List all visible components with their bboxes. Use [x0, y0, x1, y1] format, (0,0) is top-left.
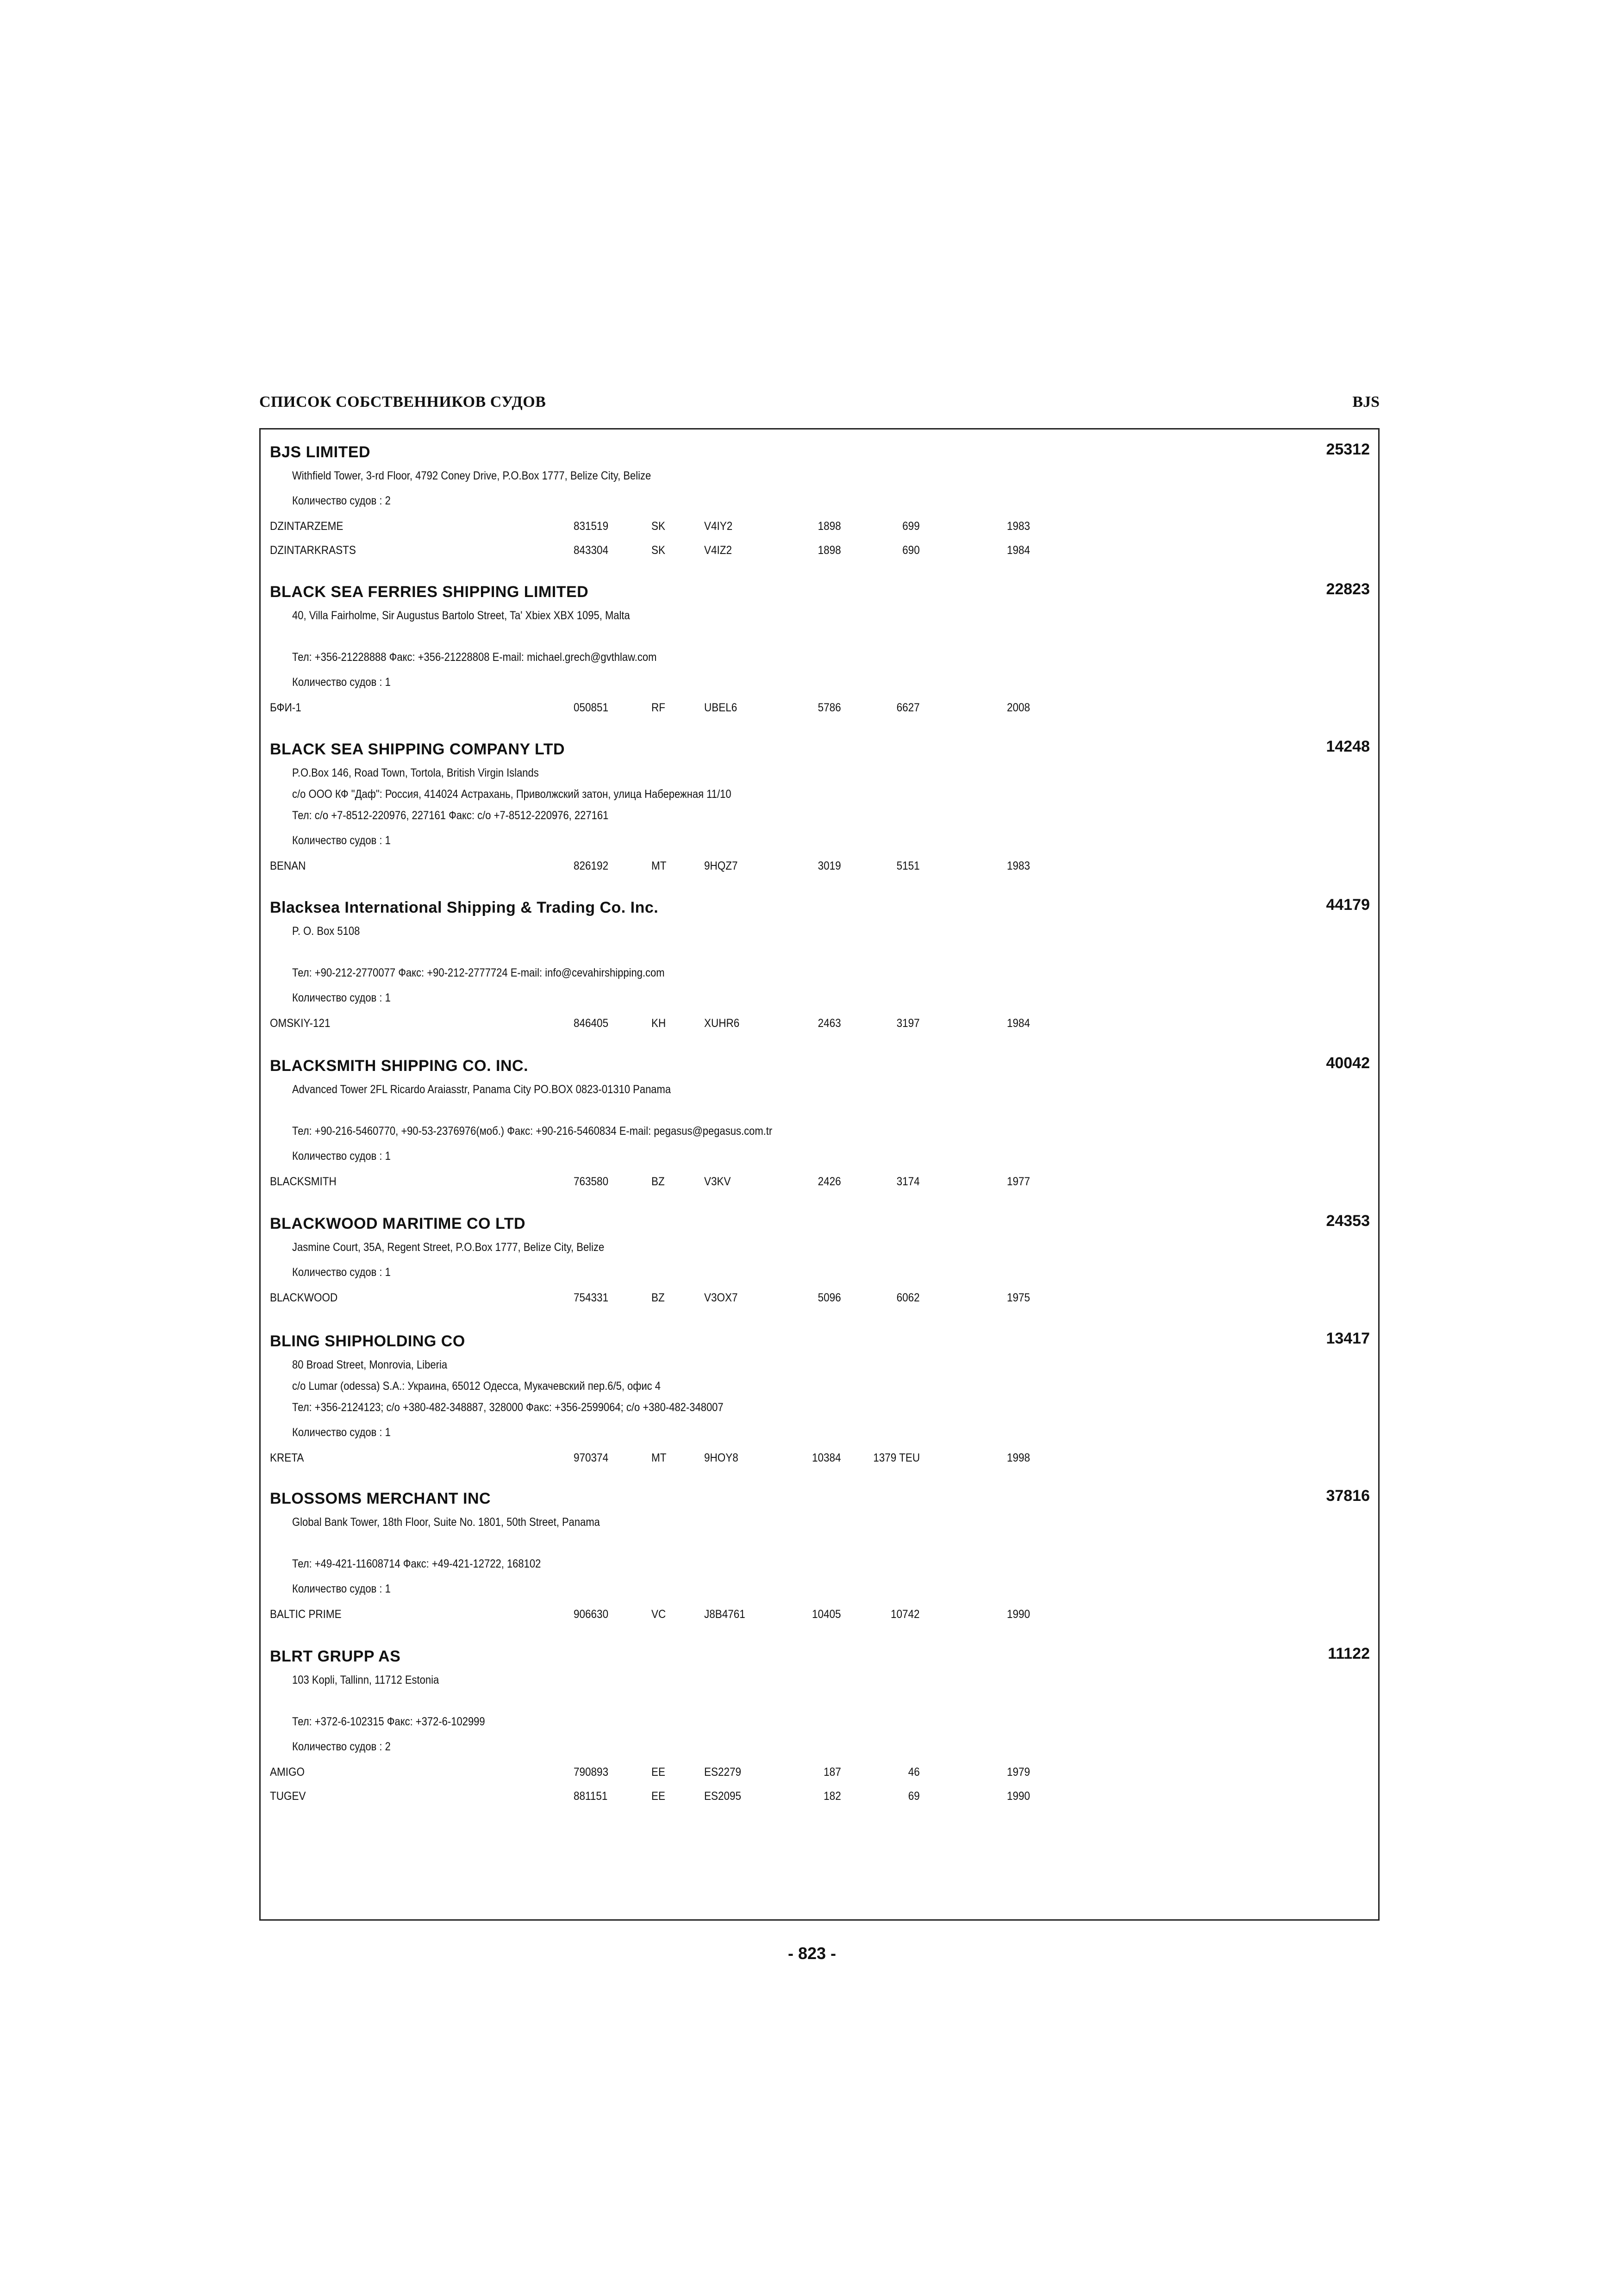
ship-row	[261, 1766, 1378, 1780]
contact-line: 103 Kopli, Tallinn, 11712 Estonia	[292, 1674, 439, 1686]
contact-line: Тел: +372-6-102315 Факс: +372-6-102999	[292, 1715, 485, 1728]
ship-row	[261, 520, 1378, 535]
contact-line: Тел: +49-421-11608714 Факс: +49-421-12722, 168102	[292, 1557, 541, 1570]
company-name: BLACKWOOD MARITIME CO LTD	[270, 1215, 526, 1232]
build-year: 1975	[1007, 1291, 1031, 1304]
vessel-count: Количество судов : 1	[292, 1426, 391, 1439]
deadweight: 3197	[896, 1017, 920, 1030]
contact-line: Тел: +356-21228888 Факс: +356-21228808 E-mail: michael.grech@gvthlaw.com	[292, 651, 657, 664]
ship-number: 843304	[574, 544, 609, 557]
deadweight: 699	[902, 520, 920, 533]
company-name: BJS LIMITED	[270, 443, 371, 461]
company-name: BLOSSOMS MERCHANT INC	[270, 1490, 491, 1507]
gross-tonnage: 5096	[818, 1291, 841, 1304]
ship-name: TUGEV	[270, 1790, 306, 1803]
page-header	[259, 393, 1380, 417]
company-id: 22823	[1326, 580, 1370, 598]
company-id: 37816	[1326, 1487, 1370, 1505]
ship-number: 831519	[574, 520, 609, 533]
company-id: 24353	[1326, 1212, 1370, 1230]
ship-name: DZINTARKRASTS	[270, 544, 356, 557]
gross-tonnage: 1898	[818, 520, 841, 533]
company-id: 14248	[1326, 738, 1370, 755]
build-year: 1990	[1007, 1608, 1031, 1621]
section-code: BJS	[1352, 393, 1380, 411]
contact-line: Withfield Tower, 3-rd Floor, 4792 Coney Drive, P.O.Box 1777, Belize City, Belize	[292, 469, 651, 482]
ship-flag: MT	[651, 859, 667, 872]
contact-line: c/o Lumar (odessa) S.A.: Украина, 65012 Одесса, Мукачевский пер.6/5, офис 4	[292, 1380, 661, 1393]
contact-line: Global Bank Tower, 18th Floor, Suite No. 1801, 50th Street, Panama	[292, 1516, 600, 1529]
build-year: 1983	[1007, 520, 1031, 533]
call-sign: 9HQZ7	[704, 859, 738, 872]
contact-line: 80 Broad Street, Monrovia, Liberia	[292, 1358, 448, 1371]
ship-name: BLACKWOOD	[270, 1291, 338, 1304]
contact-line: P. O. Box 5108	[292, 925, 360, 938]
contact-line: Тел: c/o +7-8512-220976, 227161 Факс: c/o +7-8512-220976, 227161	[292, 809, 609, 822]
call-sign: J8B4761	[704, 1608, 745, 1621]
vessel-count: Количество судов : 1	[292, 991, 391, 1004]
ship-number: 763580	[574, 1175, 609, 1188]
ship-name: БФИ-1	[270, 701, 301, 714]
company-id: 13417	[1326, 1330, 1370, 1347]
ship-flag: RF	[651, 701, 665, 714]
deadweight: 46	[908, 1766, 920, 1779]
gross-tonnage: 2463	[818, 1017, 841, 1030]
ship-number: 790893	[574, 1766, 609, 1779]
ship-row	[261, 1451, 1378, 1466]
company-name: BLACK SEA SHIPPING COMPANY LTD	[270, 740, 565, 758]
ship-flag: KH	[651, 1017, 666, 1030]
ship-name: BLACKSMITH	[270, 1175, 337, 1188]
contact-line: Тел: +356-2124123; c/o +380-482-348887, 328000 Факс: +356-2599064; c/o +380-482-348007	[292, 1401, 724, 1414]
ship-name: AMIGO	[270, 1766, 305, 1779]
deadweight: 69	[908, 1790, 920, 1803]
company-name: BLACKSMITH SHIPPING CO. INC.	[270, 1057, 529, 1075]
ship-row	[261, 859, 1378, 874]
ship-number: 881151	[574, 1790, 608, 1803]
ship-flag: BZ	[651, 1175, 665, 1188]
ship-flag: SK	[651, 520, 666, 533]
ship-name: BENAN	[270, 859, 306, 872]
ship-row	[261, 1291, 1378, 1306]
call-sign: ES2095	[704, 1790, 742, 1803]
call-sign: V3KV	[704, 1175, 731, 1188]
company-name: Blacksea International Shipping & Trading Co. Inc.	[270, 899, 659, 916]
deadweight: 6062	[896, 1291, 920, 1304]
ship-flag: EE	[651, 1766, 666, 1779]
call-sign: V4IY2	[704, 520, 733, 533]
ship-name: DZINTARZEME	[270, 520, 344, 533]
ship-flag: BZ	[651, 1291, 665, 1304]
build-year: 1977	[1007, 1175, 1031, 1188]
build-year: 1983	[1007, 859, 1031, 872]
ship-row	[261, 544, 1378, 559]
call-sign: ES2279	[704, 1766, 742, 1779]
deadweight: 6627	[896, 701, 920, 714]
vessel-count: Количество судов : 2	[292, 1740, 391, 1753]
call-sign: XUHR6	[704, 1017, 740, 1030]
ship-number: 826192	[574, 859, 609, 872]
contact-line: Jasmine Court, 35A, Regent Street, P.O.Box 1777, Belize City, Belize	[292, 1241, 605, 1254]
company-name: BLACK SEA FERRIES SHIPPING LIMITED	[270, 583, 589, 601]
company-name: BLRT GRUPP AS	[270, 1648, 401, 1665]
ship-row	[261, 1608, 1378, 1623]
owners-list-frame	[259, 428, 1380, 1921]
ship-flag: MT	[651, 1451, 667, 1464]
call-sign: UBEL6	[704, 701, 737, 714]
ship-name: KRETA	[270, 1451, 304, 1464]
ship-flag: EE	[651, 1790, 666, 1803]
deadweight: 690	[902, 544, 920, 557]
contact-line: Advanced Tower 2FL Ricardo Araiasstr, Panama City PO.BOX 0823-01310 Panama	[292, 1083, 671, 1096]
ship-row	[261, 1175, 1378, 1190]
gross-tonnage: 182	[824, 1790, 841, 1803]
company-id: 25312	[1326, 441, 1370, 458]
page-title: СПИСОК СОБСТВЕННИКОВ СУДОВ	[259, 393, 546, 411]
ship-number: 050851	[574, 701, 609, 714]
deadweight: 3174	[896, 1175, 920, 1188]
contact-line: P.O.Box 146, Road Town, Tortola, British Virgin Islands	[292, 766, 539, 779]
contact-line: 40, Villa Fairholme, Sir Augustus Bartolo Street, Ta' Xbiex XBX 1095, Malta	[292, 609, 630, 622]
deadweight: 1379 TEU	[873, 1451, 920, 1464]
vessel-count: Количество судов : 1	[292, 1266, 391, 1279]
ship-name: OMSKIY-121	[270, 1017, 331, 1030]
deadweight: 10742	[891, 1608, 920, 1621]
vessel-count: Количество судов : 2	[292, 494, 391, 507]
gross-tonnage: 3019	[818, 859, 841, 872]
ship-row	[261, 1017, 1378, 1032]
ship-row	[261, 1790, 1378, 1804]
vessel-count: Количество судов : 1	[292, 1582, 391, 1595]
vessel-count: Количество судов : 1	[292, 834, 391, 847]
company-name: BLING SHIPHOLDING CO	[270, 1332, 465, 1350]
gross-tonnage: 187	[824, 1766, 841, 1779]
deadweight: 5151	[896, 859, 920, 872]
ship-number: 754331	[574, 1291, 609, 1304]
build-year: 1984	[1007, 1017, 1031, 1030]
call-sign: V3OX7	[704, 1291, 738, 1304]
gross-tonnage: 2426	[818, 1175, 841, 1188]
contact-line: Тел: +90-212-2770077 Факс: +90-212-2777724 E-mail: info@cevahirshipping.com	[292, 966, 665, 979]
build-year: 1984	[1007, 544, 1031, 557]
build-year: 1990	[1007, 1790, 1031, 1803]
build-year: 2008	[1007, 701, 1031, 714]
page-number: - 823 -	[787, 1944, 837, 1963]
company-id: 44179	[1326, 896, 1370, 914]
ship-flag: VC	[651, 1608, 666, 1621]
ship-name: BALTIC PRIME	[270, 1608, 342, 1621]
ship-flag: SK	[651, 544, 666, 557]
gross-tonnage: 10384	[812, 1451, 841, 1464]
ship-number: 846405	[574, 1017, 609, 1030]
company-id: 11122	[1328, 1645, 1370, 1662]
ship-number: 906630	[574, 1608, 609, 1621]
gross-tonnage: 5786	[818, 701, 841, 714]
ship-number: 970374	[574, 1451, 609, 1464]
vessel-count: Количество судов : 1	[292, 1150, 391, 1163]
contact-line: c/o ООО КФ "Даф": Россия, 414024 Астрахань, Приволжский затон, улица Набережная 11/10	[292, 788, 731, 801]
call-sign: V4IZ2	[704, 544, 732, 557]
call-sign: 9HOY8	[704, 1451, 738, 1464]
gross-tonnage: 10405	[812, 1608, 841, 1621]
company-id: 40042	[1326, 1054, 1370, 1072]
gross-tonnage: 1898	[818, 544, 841, 557]
ship-row	[261, 701, 1378, 716]
build-year: 1979	[1007, 1766, 1031, 1779]
contact-line: Тел: +90-216-5460770, +90-53-2376976(моб.) Факс: +90-216-5460834 E-mail: pegasus@pegasus.com.tr	[292, 1125, 773, 1138]
build-year: 1998	[1007, 1451, 1031, 1464]
vessel-count: Количество судов : 1	[292, 676, 391, 689]
